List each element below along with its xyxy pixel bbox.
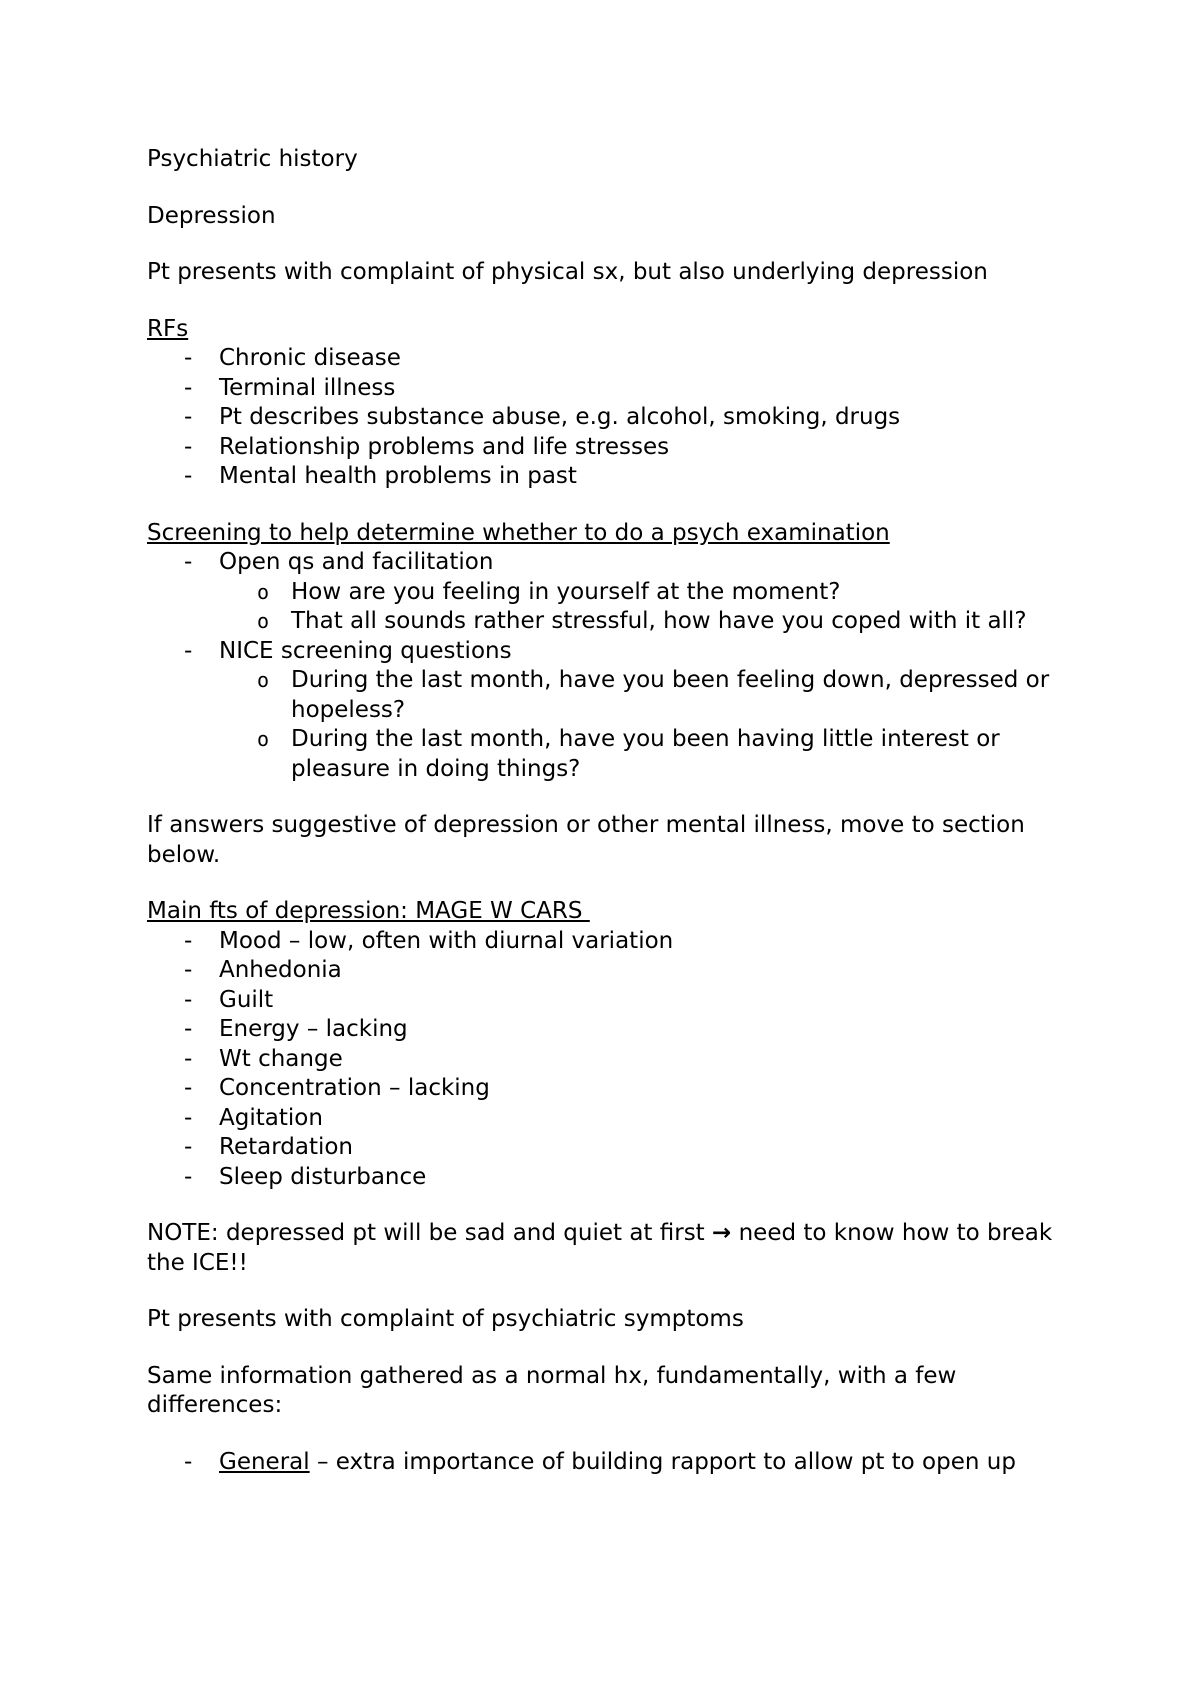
list-item-text: Agitation: [219, 1104, 323, 1131]
list-item-text: Relationship problems and life stresses: [219, 433, 670, 460]
list-item: [147, 462, 1057, 492]
dash-bullet: -: [184, 986, 193, 1013]
list-item-text: Anhedonia: [219, 957, 342, 983]
screening-heading: Screening to help determine whether to do a psych examination: [147, 519, 890, 546]
list-item: [147, 637, 1057, 785]
dash-bullet: -: [184, 927, 193, 954]
list-item-text: Pt describes substance abuse, e.g. alcohol, smoking, drugs: [219, 404, 901, 430]
list-item: [147, 1015, 1057, 1045]
list-item: [147, 1074, 1057, 1104]
general-label: General: [219, 1448, 310, 1475]
sub-list-item: [219, 607, 1057, 637]
list-item: [147, 548, 1057, 637]
list-item: [147, 986, 1057, 1016]
document-page: [147, 145, 1060, 1504]
list-item: [147, 433, 1057, 463]
sub-list-item-text: During the last month, have you been having little interest or pleasure in doing things?: [291, 726, 1000, 782]
circle-bullet: o: [257, 609, 270, 633]
circle-bullet: o: [257, 668, 270, 692]
list-item: [147, 374, 1057, 404]
list-item-text: Energy – lacking: [219, 1016, 408, 1042]
main-fts-heading: Main fts of depression: MAGE W CARS: [147, 898, 590, 924]
sub-list-item-text: During the last month, have you been feeling down, depressed or hopeless?: [291, 667, 1050, 723]
section-title-depression: Depression: [147, 202, 276, 229]
page-title: Psychiatric history: [147, 146, 358, 172]
dash-bullet: -: [184, 1075, 193, 1101]
dash-bullet: -: [184, 463, 193, 489]
sub-list-item-text: How are you feeling in yourself at the moment?: [291, 578, 841, 605]
sub-list-item: [219, 725, 1057, 784]
sub-list-item-text: That all sounds rather stressful, how have you coped with it all?: [291, 608, 1027, 634]
circle-bullet: o: [257, 727, 270, 751]
nice-qs-sublist: [219, 666, 1057, 784]
intro-paragraph: Pt presents with complaint of physical sx, but also underlying depression: [147, 259, 988, 285]
dash-bullet: -: [184, 433, 193, 460]
list-item: [147, 956, 1057, 986]
sub-list-item: [219, 578, 1057, 608]
dash-bullet: -: [184, 1134, 193, 1160]
main-fts-list: [147, 927, 1057, 1193]
list-item-text: Mental health problems in past: [219, 463, 577, 489]
dash-bullet: -: [184, 1163, 193, 1190]
note-text-start: NOTE: depressed pt will be sad and quiet at first: [147, 1220, 713, 1246]
list-item-text: Mood – low, often with diurnal variation: [219, 927, 674, 954]
general-text: – extra importance of building rapport to allow pt to open up: [309, 1448, 1016, 1475]
sub-list-item: [219, 666, 1057, 725]
list-item-text: Concentration – lacking: [219, 1075, 490, 1101]
dash-bullet: -: [184, 957, 193, 983]
list-item-text: Sleep disturbance: [219, 1163, 427, 1190]
nice-qs-label: NICE screening questions: [219, 637, 512, 664]
circle-bullet: o: [257, 579, 270, 604]
differences-list: [147, 1448, 1057, 1478]
list-item-text: Guilt: [219, 986, 274, 1013]
rfs-heading: RFs: [147, 315, 189, 342]
dash-bullet: -: [184, 404, 193, 430]
psych-symptoms-paragraph: Pt presents with complaint of psychiatric symptoms: [147, 1306, 744, 1332]
list-item: [147, 927, 1057, 957]
dash-bullet: -: [184, 637, 193, 664]
dash-bullet: -: [184, 1448, 193, 1475]
rfs-list: [147, 344, 1057, 492]
list-item: [147, 1045, 1057, 1075]
dash-bullet: -: [184, 1045, 193, 1072]
dash-bullet: -: [184, 345, 193, 371]
screening-list: [147, 548, 1057, 784]
dash-bullet: -: [184, 1104, 193, 1131]
same-info-paragraph: Same information gathered as a normal hx, fundamentally, with a few differences:: [147, 1362, 957, 1418]
list-item: [147, 1163, 1057, 1193]
list-item: [147, 1133, 1057, 1163]
note-paragraph: [147, 1219, 1060, 1278]
list-item: [147, 403, 1057, 433]
note-text-end: need to know how to break the ICE!!: [147, 1220, 1060, 1276]
open-qs-sublist: [219, 578, 1057, 637]
list-item: [147, 1104, 1057, 1134]
list-item-text: Terminal illness: [219, 374, 396, 401]
dash-bullet: -: [184, 374, 193, 401]
list-item: [147, 344, 1057, 374]
list-item: [147, 1448, 1057, 1478]
dash-bullet: -: [184, 1016, 193, 1042]
right-arrow-icon: →: [712, 1220, 732, 1246]
list-item-text: Chronic disease: [219, 345, 401, 371]
list-item-text: Retardation: [219, 1134, 354, 1160]
dash-bullet: -: [184, 549, 193, 575]
if-answers-paragraph: If answers suggestive of depression or other mental illness, move to section below.: [147, 812, 1025, 868]
open-qs-label: Open qs and facilitation: [219, 549, 494, 575]
list-item-text: Wt change: [219, 1045, 343, 1072]
